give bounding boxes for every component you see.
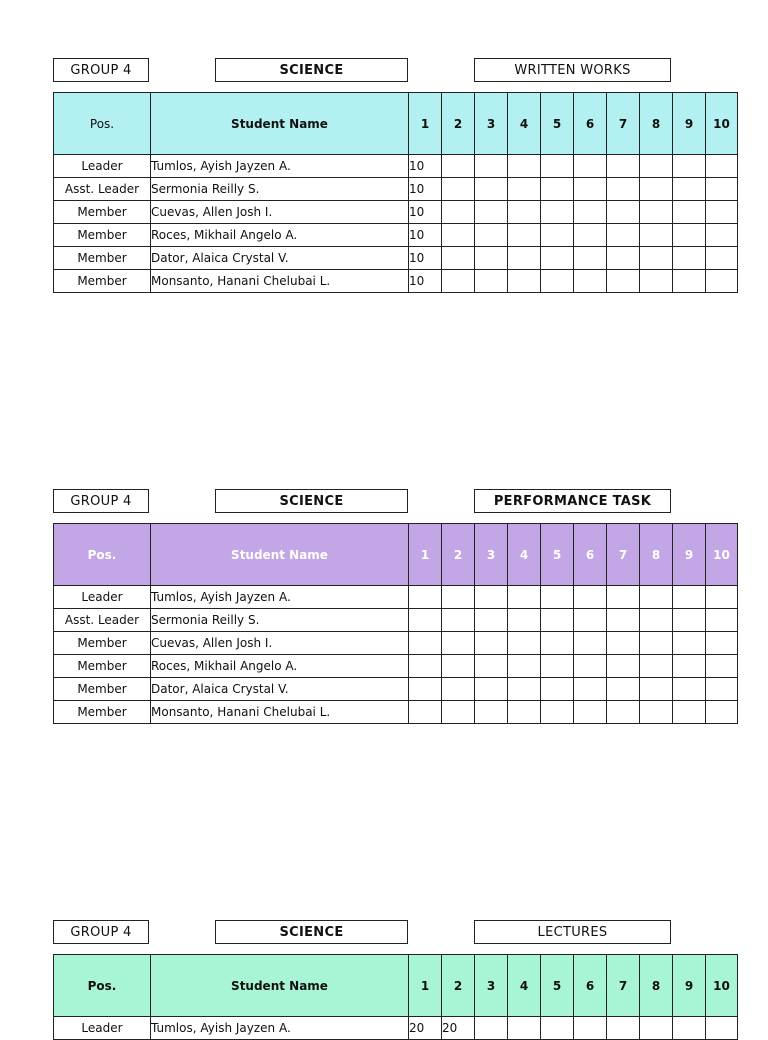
score-cell-6[interactable] bbox=[574, 678, 607, 701]
score-cell-1[interactable] bbox=[409, 701, 442, 724]
score-cell-4[interactable] bbox=[508, 586, 541, 609]
score-cell-2[interactable] bbox=[442, 609, 475, 632]
header-col-4: 4 bbox=[508, 955, 541, 1017]
header-col-3: 3 bbox=[475, 524, 508, 586]
header-col-6: 6 bbox=[574, 524, 607, 586]
score-cell-7[interactable] bbox=[607, 155, 640, 178]
score-cell-1[interactable] bbox=[409, 678, 442, 701]
score-cell-1[interactable] bbox=[409, 655, 442, 678]
score-cell-3[interactable] bbox=[475, 655, 508, 678]
score-cell-6[interactable] bbox=[574, 609, 607, 632]
score-cell-8[interactable] bbox=[640, 632, 673, 655]
header-col-6: 6 bbox=[574, 93, 607, 155]
score-cell-10[interactable] bbox=[706, 632, 738, 655]
header-col-5: 5 bbox=[541, 955, 574, 1017]
header-col-9: 9 bbox=[673, 93, 706, 155]
score-cell-5[interactable] bbox=[541, 247, 574, 270]
score-cell-5[interactable] bbox=[541, 609, 574, 632]
score-cell-2[interactable] bbox=[442, 201, 475, 224]
score-cell-6[interactable] bbox=[574, 247, 607, 270]
score-cell-6[interactable] bbox=[574, 201, 607, 224]
score-cell-2[interactable] bbox=[442, 655, 475, 678]
table-row bbox=[54, 586, 738, 609]
score-cell-2[interactable] bbox=[442, 155, 475, 178]
score-cell-4[interactable] bbox=[508, 201, 541, 224]
student-name-cell: Cuevas, Allen Josh I. bbox=[151, 632, 409, 655]
table-row bbox=[54, 632, 738, 655]
score-cell-7[interactable] bbox=[607, 178, 640, 201]
score-cell-5[interactable] bbox=[541, 201, 574, 224]
score-cell-9[interactable] bbox=[673, 701, 706, 724]
header-col-2: 2 bbox=[442, 955, 475, 1017]
score-cell-3[interactable] bbox=[475, 701, 508, 724]
score-cell-7[interactable] bbox=[607, 201, 640, 224]
header-col-5: 5 bbox=[541, 524, 574, 586]
score-cell-1[interactable]: 10 bbox=[409, 201, 442, 224]
score-cell-8[interactable] bbox=[640, 655, 673, 678]
score-cell-3[interactable] bbox=[475, 609, 508, 632]
header-student-name: Student Name bbox=[151, 93, 409, 155]
score-cell-10[interactable] bbox=[706, 270, 738, 293]
student-name-cell: Dator, Alaica Crystal V. bbox=[151, 247, 409, 270]
position-cell: Member bbox=[54, 201, 151, 224]
score-cell-10[interactable] bbox=[706, 701, 738, 724]
score-cell-5[interactable] bbox=[541, 155, 574, 178]
grade-table bbox=[53, 92, 738, 293]
score-cell-1[interactable]: 10 bbox=[409, 155, 442, 178]
score-cell-2[interactable] bbox=[442, 586, 475, 609]
score-cell-9[interactable] bbox=[673, 155, 706, 178]
score-cell-9[interactable] bbox=[673, 655, 706, 678]
student-name-cell: Tumlos, Ayish Jayzen A. bbox=[151, 1017, 409, 1040]
score-cell-3[interactable] bbox=[475, 178, 508, 201]
score-cell-8[interactable] bbox=[640, 586, 673, 609]
student-name-cell: Cuevas, Allen Josh I. bbox=[151, 201, 409, 224]
position-cell: Member bbox=[54, 247, 151, 270]
position-cell: Member bbox=[54, 224, 151, 247]
header-row bbox=[54, 955, 738, 1017]
score-cell-4[interactable] bbox=[508, 155, 541, 178]
section-written-works bbox=[53, 58, 737, 288]
score-cell-10[interactable] bbox=[706, 586, 738, 609]
header-student-name: Student Name bbox=[151, 955, 409, 1017]
score-cell-9[interactable] bbox=[673, 678, 706, 701]
score-cell-8[interactable] bbox=[640, 224, 673, 247]
header-row bbox=[54, 93, 738, 155]
table-row bbox=[54, 655, 738, 678]
score-cell-4[interactable] bbox=[508, 632, 541, 655]
score-cell-1[interactable]: 10 bbox=[409, 224, 442, 247]
score-cell-6[interactable] bbox=[574, 655, 607, 678]
table-row bbox=[54, 1017, 738, 1040]
score-cell-1[interactable] bbox=[409, 586, 442, 609]
score-cell-2[interactable] bbox=[442, 632, 475, 655]
score-cell-7[interactable] bbox=[607, 632, 640, 655]
student-name-cell: Dator, Alaica Crystal V. bbox=[151, 678, 409, 701]
header-col-4: 4 bbox=[508, 524, 541, 586]
score-cell-6[interactable] bbox=[574, 224, 607, 247]
score-cell-5[interactable] bbox=[541, 586, 574, 609]
score-cell-4[interactable] bbox=[508, 178, 541, 201]
score-cell-1[interactable]: 10 bbox=[409, 270, 442, 293]
header-col-7: 7 bbox=[607, 524, 640, 586]
header-col-8: 8 bbox=[640, 524, 673, 586]
position-cell: Member bbox=[54, 655, 151, 678]
header-col-2: 2 bbox=[442, 524, 475, 586]
score-cell-8[interactable] bbox=[640, 609, 673, 632]
score-cell-1[interactable]: 10 bbox=[409, 247, 442, 270]
score-cell-2[interactable] bbox=[442, 678, 475, 701]
student-name-cell: Sermonia Reilly S. bbox=[151, 178, 409, 201]
score-cell-6[interactable] bbox=[574, 155, 607, 178]
student-name-cell: Sermonia Reilly S. bbox=[151, 609, 409, 632]
header-col-7: 7 bbox=[607, 93, 640, 155]
score-cell-7[interactable] bbox=[607, 247, 640, 270]
score-cell-10[interactable] bbox=[706, 155, 738, 178]
header-col-6: 6 bbox=[574, 955, 607, 1017]
score-cell-3[interactable] bbox=[475, 224, 508, 247]
score-cell-8[interactable] bbox=[640, 178, 673, 201]
score-cell-2[interactable] bbox=[442, 247, 475, 270]
score-cell-1[interactable]: 20 bbox=[409, 1017, 442, 1040]
position-cell: Asst. Leader bbox=[54, 178, 151, 201]
score-cell-10[interactable] bbox=[706, 224, 738, 247]
score-cell-1[interactable] bbox=[409, 609, 442, 632]
score-cell-3[interactable] bbox=[475, 678, 508, 701]
position-cell: Member bbox=[54, 701, 151, 724]
header-col-10: 10 bbox=[706, 955, 738, 1017]
score-cell-6[interactable] bbox=[574, 586, 607, 609]
header-col-7: 7 bbox=[607, 955, 640, 1017]
section-performance-task bbox=[53, 489, 737, 719]
category-label: WRITTEN WORKS bbox=[474, 58, 671, 82]
grade-table bbox=[53, 954, 738, 1040]
score-cell-2[interactable]: 20 bbox=[442, 1017, 475, 1040]
student-name-cell: Tumlos, Ayish Jayzen A. bbox=[151, 155, 409, 178]
score-cell-5[interactable] bbox=[541, 655, 574, 678]
score-cell-5[interactable] bbox=[541, 701, 574, 724]
student-name-cell: Monsanto, Hanani Chelubai L. bbox=[151, 270, 409, 293]
score-cell-7[interactable] bbox=[607, 701, 640, 724]
header-pos: Pos. bbox=[54, 955, 151, 1017]
header-row bbox=[54, 524, 738, 586]
score-cell-9[interactable] bbox=[673, 270, 706, 293]
table-row bbox=[54, 178, 738, 201]
score-cell-8[interactable] bbox=[640, 270, 673, 293]
category-label: LECTURES bbox=[474, 920, 671, 944]
score-cell-8[interactable] bbox=[640, 155, 673, 178]
group-label: GROUP 4 bbox=[53, 58, 149, 82]
score-cell-2[interactable] bbox=[442, 178, 475, 201]
table-row bbox=[54, 155, 738, 178]
subject-label: SCIENCE bbox=[215, 58, 408, 82]
score-cell-6[interactable] bbox=[574, 270, 607, 293]
student-name-cell: Roces, Mikhail Angelo A. bbox=[151, 655, 409, 678]
score-cell-6[interactable] bbox=[574, 632, 607, 655]
header-col-1: 1 bbox=[409, 524, 442, 586]
score-cell-2[interactable] bbox=[442, 224, 475, 247]
score-cell-8[interactable] bbox=[640, 701, 673, 724]
section-labels bbox=[53, 489, 737, 515]
score-cell-5[interactable] bbox=[541, 1017, 574, 1040]
score-cell-1[interactable] bbox=[409, 632, 442, 655]
position-cell: Leader bbox=[54, 1017, 151, 1040]
header-col-10: 10 bbox=[706, 524, 738, 586]
score-cell-8[interactable] bbox=[640, 247, 673, 270]
score-cell-9[interactable] bbox=[673, 247, 706, 270]
score-cell-9[interactable] bbox=[673, 586, 706, 609]
score-cell-10[interactable] bbox=[706, 247, 738, 270]
position-cell: Member bbox=[54, 632, 151, 655]
header-col-1: 1 bbox=[409, 93, 442, 155]
score-cell-6[interactable] bbox=[574, 178, 607, 201]
score-cell-3[interactable] bbox=[475, 247, 508, 270]
score-cell-3[interactable] bbox=[475, 1017, 508, 1040]
score-cell-9[interactable] bbox=[673, 224, 706, 247]
score-cell-3[interactable] bbox=[475, 270, 508, 293]
section-labels bbox=[53, 920, 737, 946]
score-cell-8[interactable] bbox=[640, 678, 673, 701]
table-row bbox=[54, 270, 738, 293]
score-cell-4[interactable] bbox=[508, 609, 541, 632]
score-cell-4[interactable] bbox=[508, 655, 541, 678]
score-cell-7[interactable] bbox=[607, 224, 640, 247]
score-cell-10[interactable] bbox=[706, 178, 738, 201]
score-cell-6[interactable] bbox=[574, 701, 607, 724]
score-cell-6[interactable] bbox=[574, 1017, 607, 1040]
score-cell-9[interactable] bbox=[673, 178, 706, 201]
score-cell-4[interactable] bbox=[508, 701, 541, 724]
position-cell: Leader bbox=[54, 155, 151, 178]
score-cell-7[interactable] bbox=[607, 586, 640, 609]
header-pos: Pos. bbox=[54, 524, 151, 586]
position-cell: Leader bbox=[54, 586, 151, 609]
header-col-8: 8 bbox=[640, 955, 673, 1017]
header-col-5: 5 bbox=[541, 93, 574, 155]
score-cell-4[interactable] bbox=[508, 270, 541, 293]
header-pos: Pos. bbox=[54, 93, 151, 155]
subject-label: SCIENCE bbox=[215, 489, 408, 513]
score-cell-7[interactable] bbox=[607, 270, 640, 293]
score-cell-7[interactable] bbox=[607, 609, 640, 632]
score-cell-5[interactable] bbox=[541, 632, 574, 655]
table-row bbox=[54, 224, 738, 247]
score-cell-2[interactable] bbox=[442, 270, 475, 293]
header-col-8: 8 bbox=[640, 93, 673, 155]
header-col-4: 4 bbox=[508, 93, 541, 155]
score-cell-8[interactable] bbox=[640, 201, 673, 224]
header-col-9: 9 bbox=[673, 955, 706, 1017]
score-cell-9[interactable] bbox=[673, 1017, 706, 1040]
group-label: GROUP 4 bbox=[53, 920, 149, 944]
header-col-9: 9 bbox=[673, 524, 706, 586]
category-label: PERFORMANCE TASK bbox=[474, 489, 671, 513]
score-cell-7[interactable] bbox=[607, 655, 640, 678]
score-cell-2[interactable] bbox=[442, 701, 475, 724]
score-cell-5[interactable] bbox=[541, 224, 574, 247]
score-cell-3[interactable] bbox=[475, 201, 508, 224]
header-col-2: 2 bbox=[442, 93, 475, 155]
position-cell: Member bbox=[54, 270, 151, 293]
score-cell-7[interactable] bbox=[607, 678, 640, 701]
section-lectures bbox=[53, 920, 737, 1035]
position-cell: Asst. Leader bbox=[54, 609, 151, 632]
table-row bbox=[54, 678, 738, 701]
score-cell-9[interactable] bbox=[673, 201, 706, 224]
score-cell-9[interactable] bbox=[673, 609, 706, 632]
score-cell-4[interactable] bbox=[508, 224, 541, 247]
score-cell-5[interactable] bbox=[541, 178, 574, 201]
student-name-cell: Monsanto, Hanani Chelubai L. bbox=[151, 701, 409, 724]
score-cell-10[interactable] bbox=[706, 609, 738, 632]
score-cell-10[interactable] bbox=[706, 655, 738, 678]
table-row bbox=[54, 201, 738, 224]
section-labels bbox=[53, 58, 737, 84]
student-name-cell: Roces, Mikhail Angelo A. bbox=[151, 224, 409, 247]
table-row bbox=[54, 609, 738, 632]
score-cell-5[interactable] bbox=[541, 678, 574, 701]
header-col-1: 1 bbox=[409, 955, 442, 1017]
score-cell-10[interactable] bbox=[706, 201, 738, 224]
header-col-3: 3 bbox=[475, 955, 508, 1017]
score-cell-4[interactable] bbox=[508, 247, 541, 270]
header-student-name: Student Name bbox=[151, 524, 409, 586]
score-cell-9[interactable] bbox=[673, 632, 706, 655]
score-cell-10[interactable] bbox=[706, 1017, 738, 1040]
score-cell-10[interactable] bbox=[706, 678, 738, 701]
score-cell-3[interactable] bbox=[475, 632, 508, 655]
score-cell-7[interactable] bbox=[607, 1017, 640, 1040]
header-col-10: 10 bbox=[706, 93, 738, 155]
table-row bbox=[54, 247, 738, 270]
grade-table bbox=[53, 523, 738, 724]
position-cell: Member bbox=[54, 678, 151, 701]
score-cell-4[interactable] bbox=[508, 1017, 541, 1040]
group-label: GROUP 4 bbox=[53, 489, 149, 513]
score-cell-3[interactable] bbox=[475, 586, 508, 609]
score-cell-5[interactable] bbox=[541, 270, 574, 293]
score-cell-8[interactable] bbox=[640, 1017, 673, 1040]
score-cell-1[interactable]: 10 bbox=[409, 178, 442, 201]
header-col-3: 3 bbox=[475, 93, 508, 155]
score-cell-3[interactable] bbox=[475, 155, 508, 178]
score-cell-4[interactable] bbox=[508, 678, 541, 701]
subject-label: SCIENCE bbox=[215, 920, 408, 944]
student-name-cell: Tumlos, Ayish Jayzen A. bbox=[151, 586, 409, 609]
table-row bbox=[54, 701, 738, 724]
